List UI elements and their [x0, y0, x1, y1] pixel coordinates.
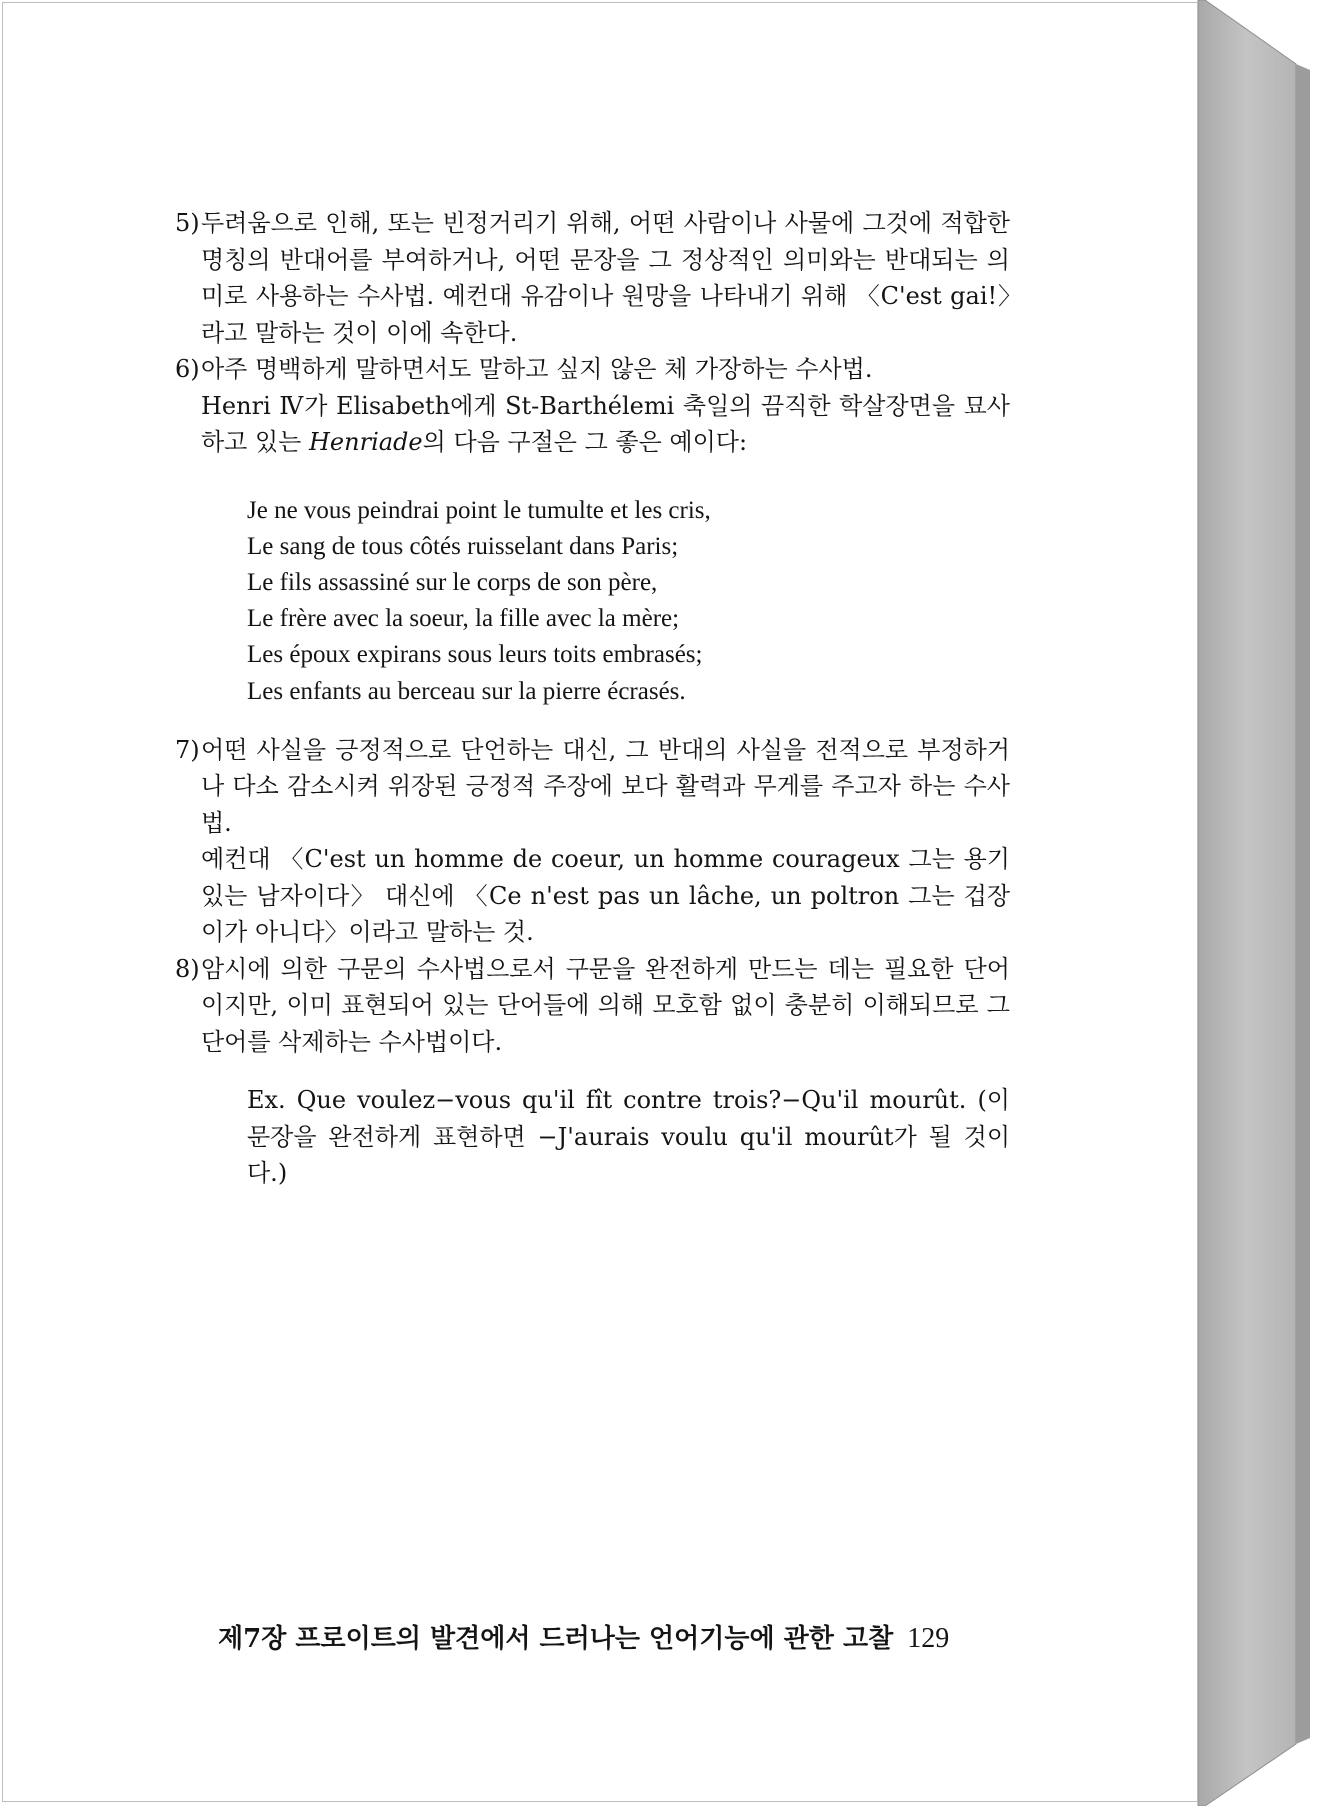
item-text: 두려움으로 인해, 또는 빈정거리기 위해, 어떤 사람이나 사물에 그것에 적합한 명칭의 반대어를 부여하거나, 어떤 문장을 그 정상적인 의미와는 반대되는 의미로 사용하는 수사법. 예컨대 유감이나 원망을 나타내기 위해 〈C'est gai!〉라고 말하는 것이 이에 속한다.: [201, 209, 1010, 347]
item-number: 5): [175, 209, 200, 237]
item-subtext: Henri Ⅳ가 Elisabeth에게 St-Barthélemi 축일의 끔직한 학살장면을 묘사하고 있는 Henriade의 다음 구절은 그 좋은 예이다:: [201, 391, 1010, 456]
example-text: Ex. Que voulez−vous qu'il fît contre trois?−Qu'il mourût. (이 문장을 완전하게 표현하면 −J'aurais voulu qu'il mourût가 될 것이다.): [247, 1086, 1010, 1188]
item-text: 암시에 의한 구문의 수사법으로서 구문을 완전하게 만드는 데는 필요한 단어이지만, 이미 표현되어 있는 단어들에 의해 모호함 없이 충분히 이해되므로 그 단어를 삭제하는 수사법이다.: [201, 954, 1010, 1056]
poem-line: Les enfants au berceau sur la pierre écrasés.: [247, 677, 686, 705]
work-title: Henriade: [309, 428, 423, 456]
page-number: 129: [907, 1623, 950, 1654]
poem-line: Les époux expirans sous leurs toits embrasés;: [247, 641, 703, 669]
chapter-title: 제7장 프로이트의 발견에서 드러나는 언어기능에 관한 고찰: [218, 1624, 894, 1654]
item-number: 7): [175, 735, 200, 764]
item-subtext: 예컨대 〈C'est un homme de coeur, un homme courageux 그는 용기 있는 남자이다〉 대신에 〈Ce n'est pas un lâche, un poltron 그는 겁장이가 아니다〉이라고 말하는 것.: [201, 845, 1010, 947]
poem-line: Le sang de tous côtés ruisselant dans Paris;: [247, 532, 679, 560]
item-number: 8): [175, 954, 200, 983]
poem-quote: [247, 493, 1010, 710]
running-footer: [218, 1618, 998, 1655]
list-item-5: [175, 205, 1010, 351]
page-body: [175, 205, 1010, 1192]
item-text: 어떤 사실을 긍정적으로 단언하는 대신, 그 반대의 사실을 전적으로 부정하거나 다소 감소시켜 위장된 긍정적 주장에 보다 활력과 무게를 주고자 하는 수사법.: [201, 735, 1010, 837]
item-text: 아주 명백하게 말하면서도 말하고 싶지 않은 체 가장하는 수사법.: [201, 355, 873, 383]
item-number: 6): [175, 355, 200, 383]
poem-line: Je ne vous peindrai point le tumulte et les cris,: [247, 496, 711, 524]
poem-line: Le fils assassiné sur le corps de son père,: [247, 568, 658, 596]
list-item-8: [175, 951, 1010, 1061]
poem-line: Le frère avec la soeur, la fille avec la mère;: [247, 605, 680, 633]
list-item-6: [175, 351, 1010, 461]
list-item-7: [175, 732, 1010, 951]
